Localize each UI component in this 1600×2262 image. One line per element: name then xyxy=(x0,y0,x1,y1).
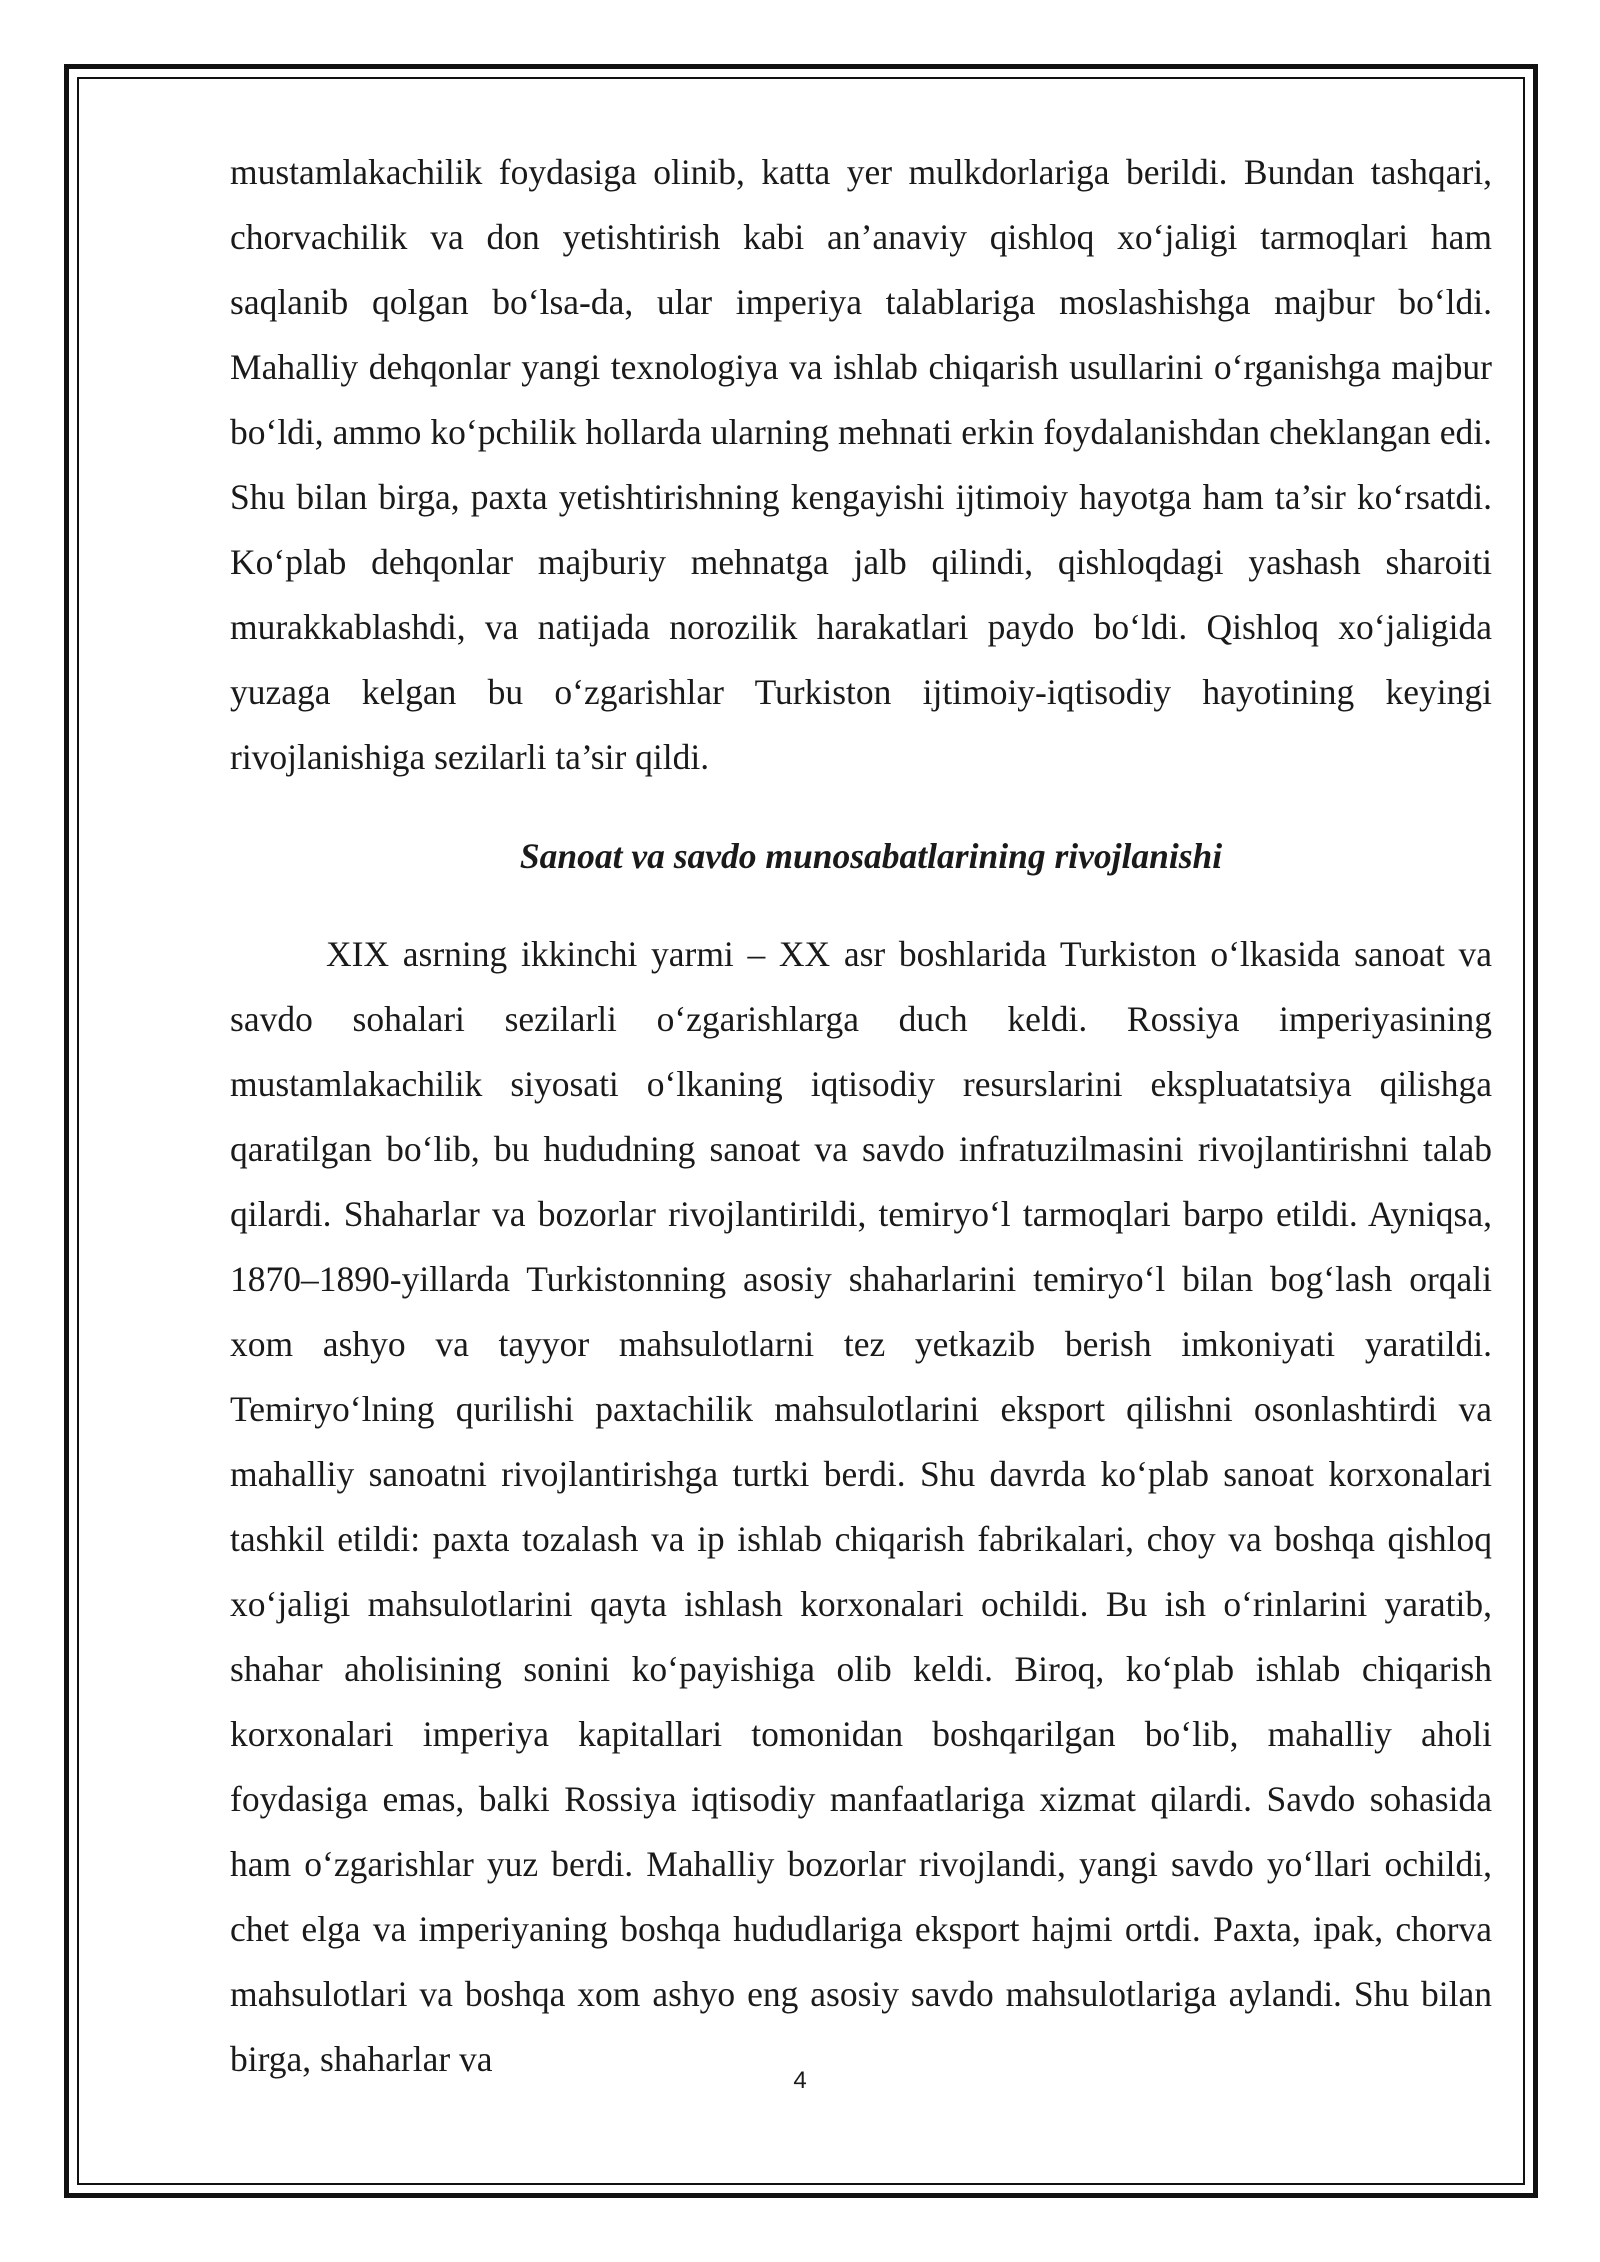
body-paragraph-1: mustamlakachilik foydasiga olinib, katta yer mulkdorlariga berildi. Bundan tashqari, chorvachilik va don yetishtirish kabi an’anaviy qishloq xo‘jaligi tarmoqlari ham saqlanib qolgan bo‘lsa-da, ular imperiya talablariga moslashishga majbur bo‘ldi. Mahalliy dehqonlar yangi texnologiya va ishlab chiqarish usullarini o‘rganishga majbur bo‘ldi, ammo ko‘pchilik hollarda ularning mehnati erkin foydalanishdan cheklangan edi. Shu bilan birga, paxta yetishtirishning kengayishi ijtimoiy hayotga ham ta’sir ko‘rsatdi. Ko‘plab dehqonlar majburiy mehnatga jalb qilindi, qishloqdagi yashash sharoiti murakkablashdi, va natijada norozilik harakatlari paydo bo‘ldi. Qishloq xo‘jaligida yuzaga kelgan bu o‘zgarishlar Turkiston ijtimoiy-iqtisodiy hayotining keyingi rivojlanishiga sezilarli ta’sir qildi. xyxy=(230,152,1492,777)
section-heading: Sanoat va savdo munosabatlarining rivojlanishi xyxy=(519,836,1223,876)
page-content xyxy=(230,140,1492,2092)
page-number: 4 xyxy=(793,2067,807,2094)
body-paragraph-2: XIX asrning ikkinchi yarmi – XX asr boshlarida Turkiston o‘lkasida sanoat va savdo sohalari sezilarli o‘zgarishlarga duch keldi. Rossiya imperiyasining mustamlakachilik siyosati o‘lkaning iqtisodiy resurslarini ekspluatatsiya qilishga qaratilgan bo‘lib, bu hududning sanoat va savdo infratuzilmasini rivojlantirishni talab qilardi. Shaharlar va bozorlar rivojlantirildi, temiryo‘l tarmoqlari barpo etildi. Ayniqsa, 1870–1890-yillarda Turkistonning asosiy shaharlarini temiryo‘l bilan bog‘lash orqali xom ashyo va tayyor mahsulotlarni tez yetkazib berish imkoniyati yaratildi. Temiryo‘lning qurilishi paxtachilik mahsulotlarini eksport qilishni osonlashtirdi va mahalliy sanoatni rivojlantirishga turtki berdi. Shu davrda ko‘plab sanoat korxonalari tashkil etildi: paxta tozalash va ip ishlab chiqarish fabrikalari, choy va boshqa qishloq xo‘jaligi mahsulotlarini qayta ishlash korxonalari ochildi. Bu ish o‘rinlarini yaratib, shahar aholisining sonini ko‘payishiga olib keldi. Biroq, ko‘plab ishlab chiqarish korxonalari imperiya kapitallari tomonidan boshqarilgan bo‘lib, mahalliy aholi foydasiga emas, balki Rossiya iqtisodiy manfaatlariga xizmat qilardi. Savdo sohasida ham o‘zgarishlar yuz berdi. Mahalliy bozorlar rivojlandi, yangi savdo yo‘llari ochildi, chet elga va imperiyaning boshqa hududlariga eksport hajmi ortdi. Paxta, ipak, chorva mahsulotlari va boshqa xom ashyo eng asosiy savdo mahsulotlariga aylandi. Shu bilan birga, shaharlar va xyxy=(230,934,1492,2079)
